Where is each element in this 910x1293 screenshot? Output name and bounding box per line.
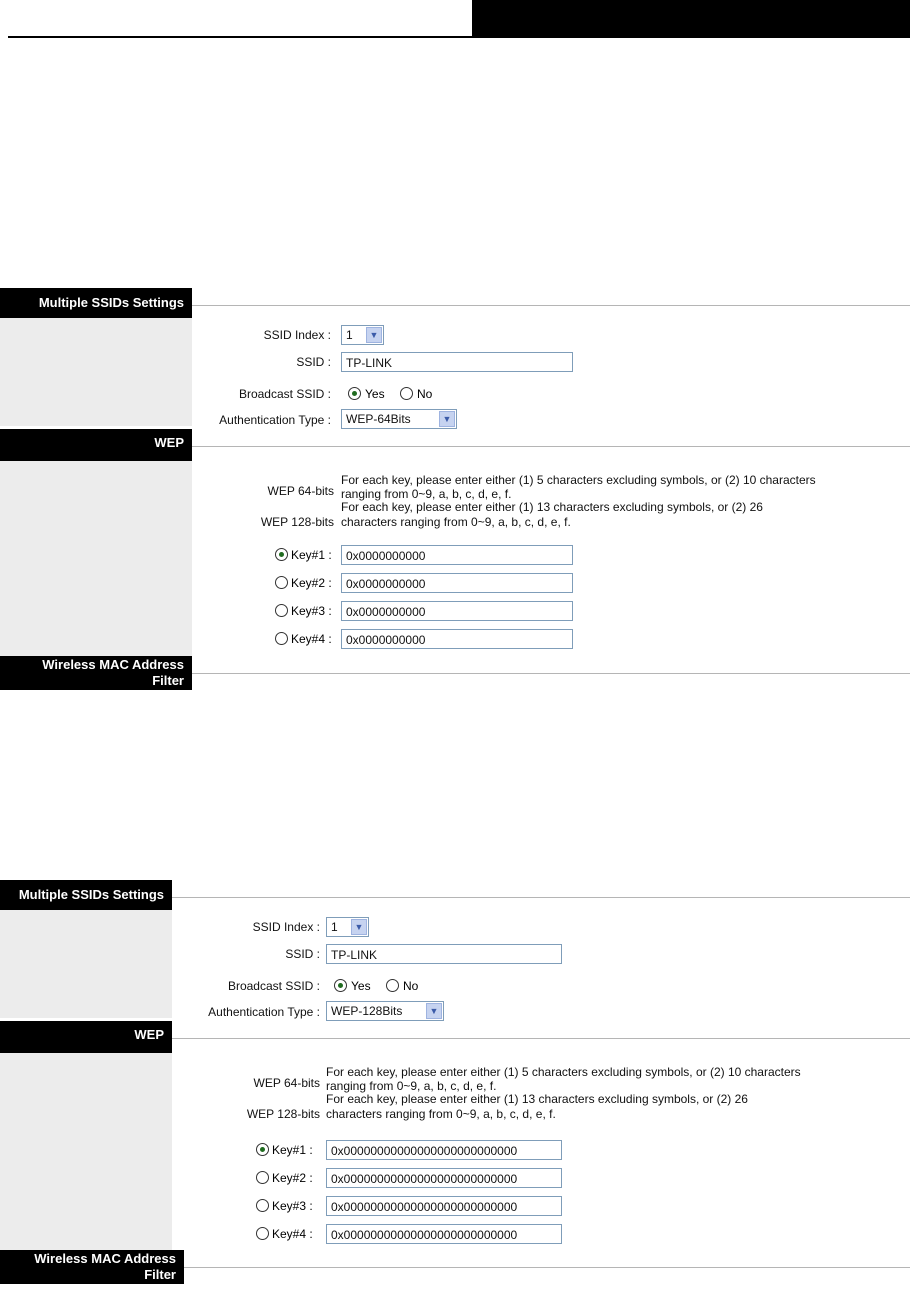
broadcast-yes-label: Yes [351, 979, 371, 993]
wep128-settings-panel [0, 880, 910, 1282]
ssid-input[interactable]: TP-LINK [341, 352, 573, 372]
key4-label: Key#4 : [272, 1227, 313, 1241]
broadcast-no-label: No [417, 387, 433, 401]
divider [172, 1038, 910, 1039]
wep128-label: WEP 128-bits [246, 1107, 320, 1121]
broadcast-no-label: No [403, 979, 419, 993]
key1-input[interactable]: 0x0000000000 [341, 545, 573, 565]
key4-input[interactable]: 0x00000000000000000000000000 [326, 1224, 562, 1244]
key3-radio[interactable] [275, 604, 288, 617]
section-wep: WEP [0, 1021, 172, 1053]
divider [192, 446, 910, 447]
wep64-settings-panel [0, 288, 910, 690]
sidebar-fill [0, 461, 192, 658]
key2-label: Key#2 : [272, 1171, 313, 1185]
divider [192, 305, 910, 306]
mac-filter-line1: Wireless MAC Address [34, 1251, 176, 1266]
wep64-label: WEP 64-bits [253, 1076, 320, 1090]
key3-label: Key#3 : [272, 1199, 313, 1213]
ssid-index-value: 1 [331, 920, 338, 934]
key2-radio[interactable] [275, 576, 288, 589]
auth-type-label: Authentication Type : [219, 413, 331, 427]
section-mac-filter [0, 656, 192, 690]
auth-type-select[interactable] [341, 409, 457, 429]
key2-radio[interactable] [256, 1171, 269, 1184]
divider [192, 673, 910, 674]
ssid-label: SSID : [296, 355, 331, 369]
header-block [472, 0, 910, 38]
auth-type-value: WEP-128Bits [331, 1004, 403, 1018]
ssid-index-select[interactable] [341, 325, 384, 345]
key2-label: Key#2 : [291, 576, 332, 590]
auth-type-select[interactable] [326, 1001, 444, 1021]
section-multiple-ssids: Multiple SSIDs Settings [0, 880, 172, 910]
divider [184, 1267, 910, 1268]
key1-radio[interactable] [256, 1143, 269, 1156]
header-rule [8, 36, 472, 38]
key4-radio[interactable] [275, 632, 288, 645]
broadcast-yes-label: Yes [365, 387, 385, 401]
key1-input[interactable]: 0x00000000000000000000000000 [326, 1140, 562, 1160]
ssid-input[interactable]: TP-LINK [326, 944, 562, 964]
wep64-help-line1: For each key, please enter either (1) 5 characters excluding symbols, or (2) 10 characters [341, 473, 816, 487]
chevron-down-icon: ▼ [426, 1003, 442, 1019]
key2-input[interactable]: 0x00000000000000000000000000 [326, 1168, 562, 1188]
broadcast-ssid-label: Broadcast SSID : [227, 979, 320, 993]
key3-radio[interactable] [256, 1199, 269, 1212]
auth-type-value: WEP-64Bits [346, 412, 411, 426]
broadcast-ssid-label: Broadcast SSID : [238, 387, 331, 401]
chevron-down-icon: ▼ [351, 919, 367, 935]
wep64-help-line2: ranging from 0~9, a, b, c, d, e, f. [326, 1079, 497, 1093]
wep64-help-line2: ranging from 0~9, a, b, c, d, e, f. [341, 487, 512, 501]
section-mac-filter [0, 1250, 184, 1284]
broadcast-yes-radio[interactable] [348, 387, 361, 400]
broadcast-yes-radio[interactable] [334, 979, 347, 992]
divider [172, 897, 910, 898]
ssid-index-value: 1 [346, 328, 353, 342]
key3-label: Key#3 : [291, 604, 332, 618]
key3-input[interactable]: 0x00000000000000000000000000 [326, 1196, 562, 1216]
key4-input[interactable]: 0x0000000000 [341, 629, 573, 649]
key1-label: Key#1 : [291, 548, 332, 562]
ssid-index-label: SSID Index : [263, 328, 331, 342]
sidebar-fill [0, 318, 192, 426]
wep64-help-line1: For each key, please enter either (1) 5 characters excluding symbols, or (2) 10 characters [326, 1065, 801, 1079]
ssid-index-label: SSID Index : [252, 920, 320, 934]
wep128-help-line2: characters ranging from 0~9, a, b, c, d, e, f. [326, 1107, 556, 1121]
sidebar-fill [0, 1053, 172, 1250]
mac-filter-line2: Filter [152, 673, 184, 688]
key2-input[interactable]: 0x0000000000 [341, 573, 573, 593]
key4-radio[interactable] [256, 1227, 269, 1240]
ssid-index-select[interactable] [326, 917, 369, 937]
key1-radio[interactable] [275, 548, 288, 561]
chevron-down-icon: ▼ [439, 411, 455, 427]
wep64-label: WEP 64-bits [267, 484, 334, 498]
key3-input[interactable]: 0x0000000000 [341, 601, 573, 621]
auth-type-label: Authentication Type : [208, 1005, 320, 1019]
mac-filter-line1: Wireless MAC Address [42, 657, 184, 672]
section-multiple-ssids: Multiple SSIDs Settings [0, 288, 192, 318]
broadcast-no-radio[interactable] [386, 979, 399, 992]
section-wep: WEP [0, 429, 192, 461]
key4-label: Key#4 : [291, 632, 332, 646]
wep128-help-line1: For each key, please enter either (1) 13 characters excluding symbols, or (2) 26 [341, 500, 763, 514]
wep128-help-line1: For each key, please enter either (1) 13 characters excluding symbols, or (2) 26 [326, 1092, 748, 1106]
mac-filter-line2: Filter [144, 1267, 176, 1282]
wep128-help-line2: characters ranging from 0~9, a, b, c, d, e, f. [341, 515, 571, 529]
ssid-label: SSID : [285, 947, 320, 961]
sidebar-fill [0, 910, 172, 1018]
key1-label: Key#1 : [272, 1143, 313, 1157]
chevron-down-icon: ▼ [366, 327, 382, 343]
broadcast-no-radio[interactable] [400, 387, 413, 400]
wep128-label: WEP 128-bits [260, 515, 334, 529]
